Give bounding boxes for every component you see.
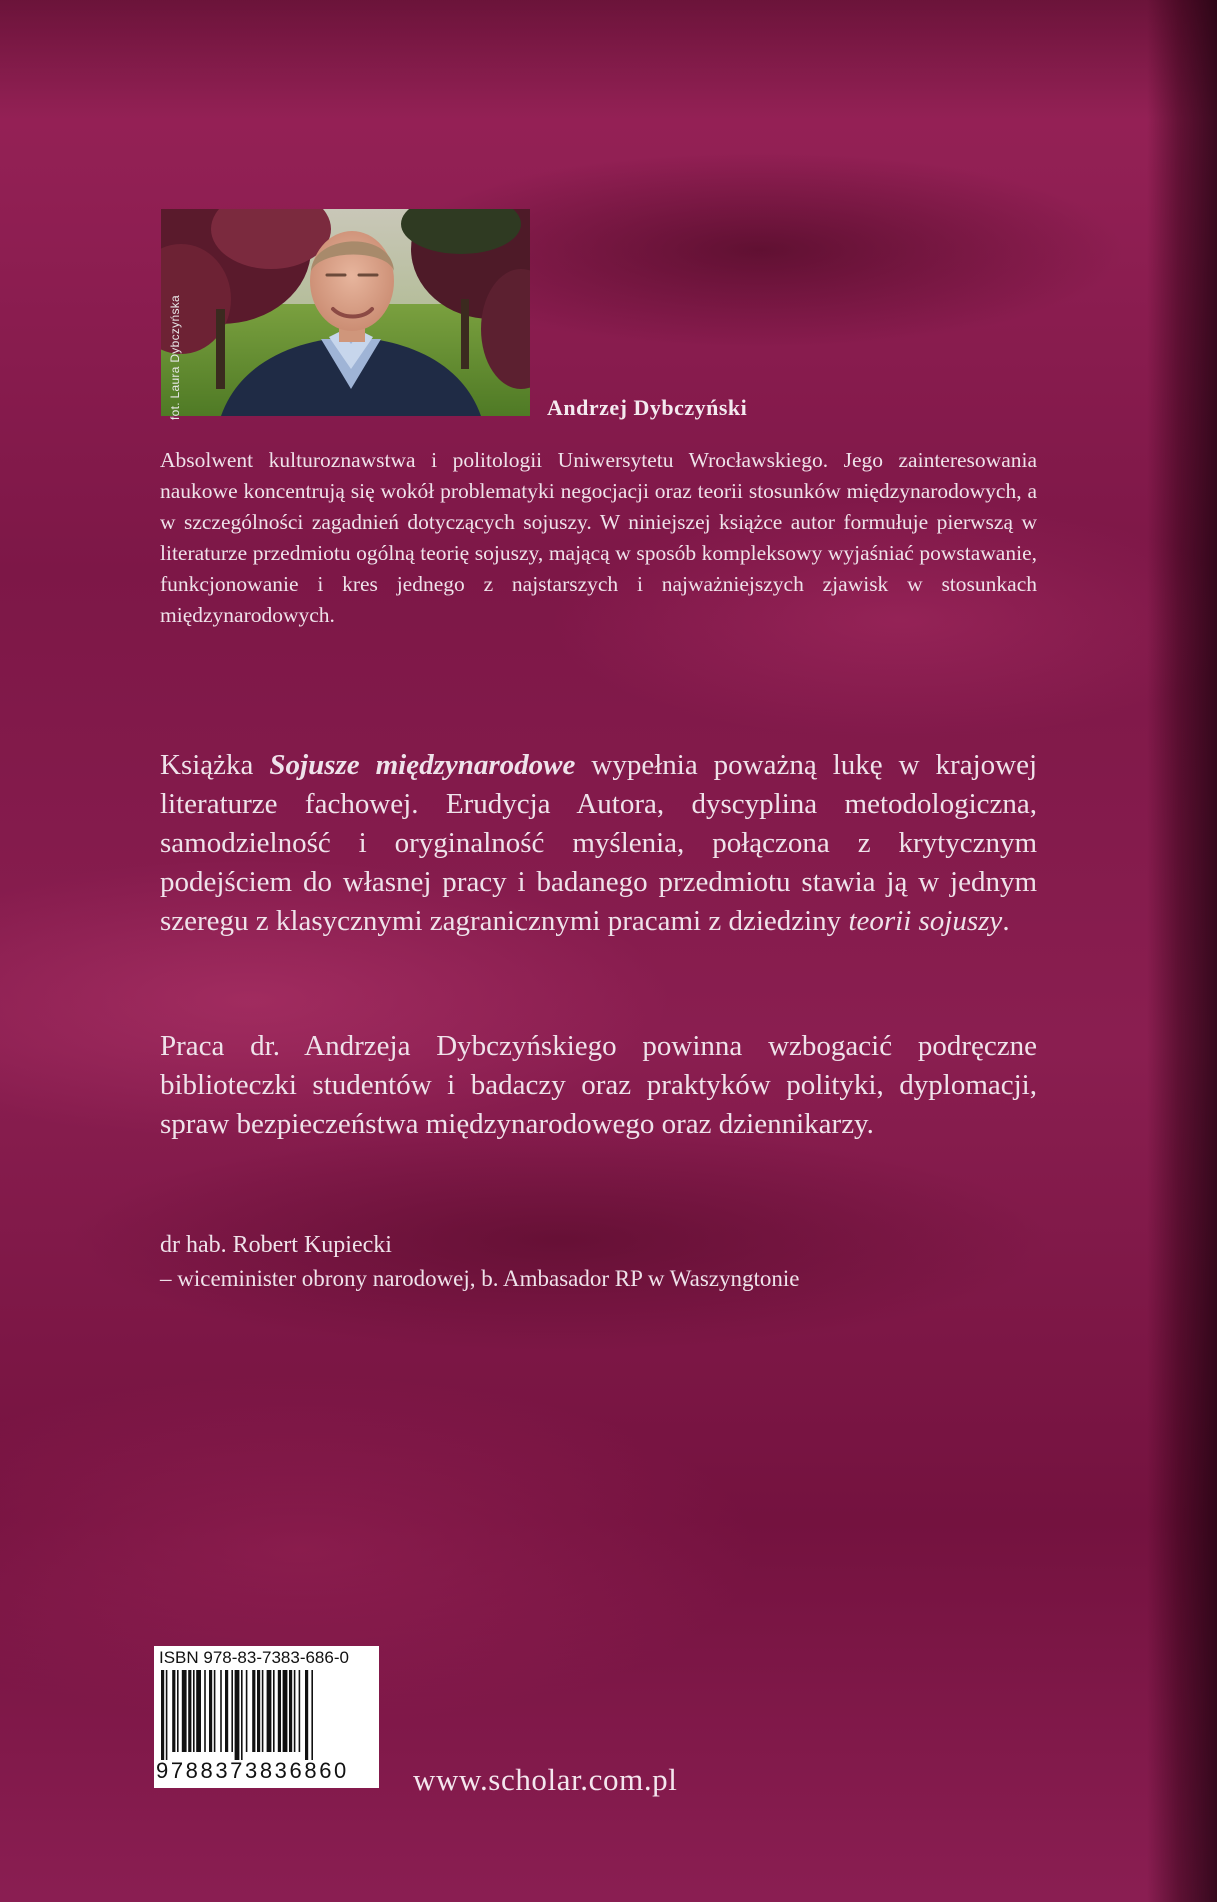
barcode-bar xyxy=(299,1670,301,1752)
barcode-bar xyxy=(252,1670,255,1752)
review-p1-term: teorii sojuszy xyxy=(848,905,1003,937)
reviewer-role: – wiceminister obrony narodowej, b. Ambasador RP w Waszyngtonie xyxy=(160,1266,800,1291)
review-p1-middle: wypełnia poważną lukę w krajowej literaturze fachowej. Erudycja Autora, dyscyplina metodologiczna, samodzielność i oryginalność myślenia, połączona z krytycznym podejściem do własnej pracy i badanego przedmiotu stawia ją w jednym szeregu z klasycznymi zagranicznymi pracami z dziedziny xyxy=(160,749,1038,937)
barcode-bar xyxy=(241,1670,243,1760)
barcode-bar xyxy=(267,1670,272,1752)
author-bio: Absolwent kulturoznawstwa i politologii Uniwersytetu Wrocławskiego. Jego zainteresowania naukowe koncentrują się wokół problematyki negocjacji oraz teorii stosunków międzynarodowych, a w szczególności zagadnień dotyczących sojuszy. W niniejszej książce autor formułuje pierwszą w literaturze przedmiotu ogólną teorię sojuszy, mającą w sposób kompleksowy wyjaśniać powstawanie, funkcjonowanie i kres jednego z najstarszych i najważniejszych zjawisk w stosunkach międzynarodowych. xyxy=(160,448,1037,627)
author-photo xyxy=(161,209,530,416)
barcode-bar xyxy=(193,1670,195,1752)
review-p1-suffix: . xyxy=(1002,905,1010,937)
isbn-label: ISBN 978-83-7383-686-0 xyxy=(159,1648,349,1667)
ean-number: 9788373836860 xyxy=(156,1758,349,1783)
barcode-bar xyxy=(161,1670,164,1760)
barcode-bar xyxy=(262,1670,264,1752)
barcode-bar xyxy=(188,1670,191,1752)
photo-credit: fot. Laura Dybczyńska xyxy=(168,294,182,420)
barcode-bar xyxy=(235,1670,240,1760)
barcode xyxy=(154,1646,379,1788)
barcode-bar xyxy=(257,1670,260,1752)
barcode-bar xyxy=(311,1670,313,1760)
barcode-bar xyxy=(177,1670,179,1752)
author-photo-illustration xyxy=(161,209,530,416)
review-p1-prefix: Książka xyxy=(160,749,270,781)
barcode-bar xyxy=(172,1670,175,1752)
barcode-bar xyxy=(289,1670,292,1752)
barcode-bar xyxy=(231,1670,233,1752)
publisher-website: www.scholar.com.pl xyxy=(413,1762,678,1797)
top-shadow xyxy=(0,0,1217,120)
reviewer-name: dr hab. Robert Kupiecki xyxy=(160,1232,392,1258)
barcode-bar xyxy=(182,1670,187,1752)
spine-edge xyxy=(1147,0,1217,1902)
review-paragraph-2: Praca dr. Andrzeja Dybczyńskiego powinna wzbogacić podręczne biblioteczki studentów i badaczy oraz praktyków polityki, dyplomacji, spraw bezpieczeństwa międzynarodowego oraz dziennikarzy. xyxy=(160,1030,1037,1140)
barcode-bar xyxy=(220,1670,222,1752)
barcode-bar xyxy=(209,1670,212,1752)
book-title: Sojusze międzynarodowe xyxy=(269,749,576,781)
review-paragraph-1 xyxy=(160,746,1037,941)
barcode-bar xyxy=(246,1670,248,1752)
barcode-bar xyxy=(273,1670,275,1752)
barcode-bar xyxy=(204,1670,206,1752)
barcode-bars xyxy=(159,1670,374,1760)
barcode-bar xyxy=(283,1670,288,1752)
barcode-bar xyxy=(278,1670,281,1752)
barcode-bar xyxy=(214,1670,216,1752)
barcode-bar xyxy=(166,1670,168,1760)
barcode-bar xyxy=(196,1670,201,1752)
author-name: Andrzej Dybczyński xyxy=(547,395,748,420)
barcode-bar xyxy=(305,1670,308,1760)
barcode-bar xyxy=(294,1670,296,1752)
barcode-bar xyxy=(225,1670,228,1752)
